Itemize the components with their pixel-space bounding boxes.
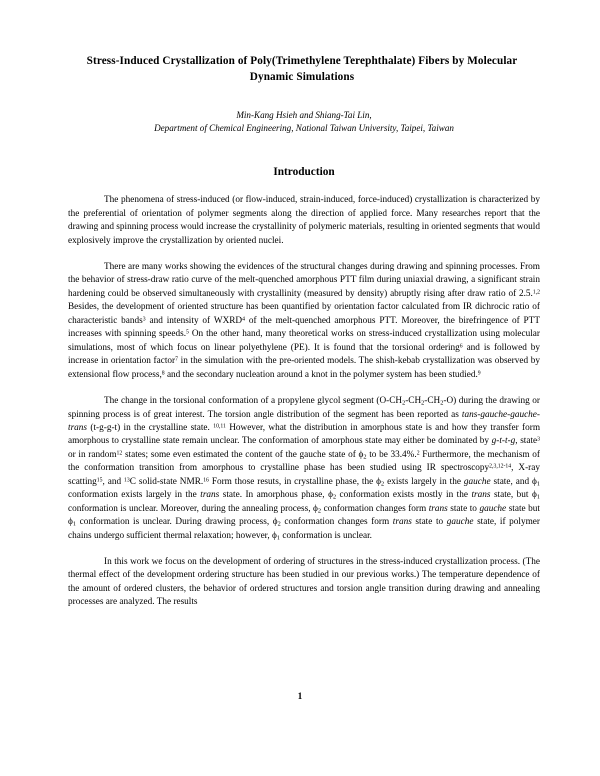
p2-text-f: and is followed by increase in orientation factor: [68, 342, 541, 367]
citation-ref-15: 15: [96, 477, 103, 484]
paragraph-3: [68, 395, 540, 543]
p3-italic-5: trans: [471, 490, 491, 501]
phi-glyph-3: ϕ: [532, 476, 537, 487]
phi-subscript-6: 2: [317, 507, 322, 515]
p3-text-t: conformation exists mostly in the: [336, 490, 472, 501]
p3-text-m: , and: [102, 476, 125, 487]
phi-symbol-7: [68, 517, 76, 527]
author-list: Min-Kang Hsieh and Shiang-Tai Lin,: [236, 109, 372, 120]
isotope-13: 13: [124, 477, 130, 484]
phi-glyph-8: ϕ: [272, 517, 278, 528]
p3-text-z: conformation is unclear. During drawing process,: [76, 517, 273, 528]
p3-text-i: states; some even estimated the content of the gauche state of: [122, 449, 359, 460]
p3-text-w: conformation changes form: [321, 503, 429, 514]
p3-text-g: , state: [515, 436, 538, 447]
phi-symbol-8: [273, 517, 281, 527]
p3-text-f: However, what the distribution in amorphous state is and how they transfer form amorphous to crystalline state remain unclear. The conformation of amorphous state may either be dominated by: [68, 422, 541, 447]
phi-glyph-6: ϕ: [313, 503, 318, 514]
citation-ref-6: 6: [459, 343, 463, 350]
citation-ref-16: 16: [203, 477, 209, 484]
phi-subscript-7: 1: [72, 520, 77, 528]
phi-glyph-7: ϕ: [68, 517, 73, 528]
phi-glyph-9: ϕ: [272, 530, 277, 541]
paragraph-4: In this work we focus on the development of ordering of structures in the stress-induced crystallization process. (The thermal effect of the development ordering structure has been studied in our previous works.) The temperature dependence of the amount of ordered clusters, the behavior of ordered structures and torsion angle transition during drawing and annealing processes are analyzed. The results: [68, 557, 540, 608]
phi-subscript-8: 2: [277, 520, 281, 528]
p3-text-r: conformation exists largely in the: [68, 490, 201, 501]
phi-glyph-1: ϕ: [358, 449, 364, 460]
phi-subscript-3: 1: [536, 480, 541, 488]
p3-text-d: -O) during the drawing or spinning process is of great interest. The torsion angle distribution of the segment has been reported as: [68, 396, 540, 420]
citation-ref-7: 7: [175, 356, 178, 363]
p3-text-ad: conformation is unclear.: [280, 530, 372, 541]
phi-symbol-9: [272, 531, 280, 541]
p3-text-u: state, but: [490, 490, 532, 501]
citation-ref-3b: 3: [537, 437, 541, 443]
phi-subscript-9: 1: [276, 533, 281, 541]
p3-text-q: state, and: [490, 476, 533, 487]
p3-text-c: -CH: [424, 396, 441, 407]
section-heading-introduction: Introduction: [273, 166, 335, 179]
p2-text-g: in the simulation with the pre-oriented models. The shish-kebab crystallization was observed by extensional flow process,: [68, 356, 540, 380]
citation-ref-9: 9: [477, 370, 481, 377]
p3-text-a: The change in the torsional conformation of a propylene glycol segment (O-CH: [104, 396, 403, 407]
page-title: Stress-Induced Crystallization of Poly(Trimethylene Terephthalate) Fibers by Molecular Dynamic Simulations: [86, 55, 518, 83]
chem-subscript-2: 2: [421, 399, 425, 407]
p2-text-c: and intensity of WXRD: [145, 315, 243, 326]
citation-ref-12: 12: [116, 450, 123, 457]
phi-glyph-2: ϕ: [376, 476, 382, 487]
chem-subscript-3: 2: [440, 399, 444, 407]
p2-text-d: of the melt-quenched amorphous PTT. Moreover, the birefringence of PTT increases with spinning speeds.: [68, 315, 540, 340]
phi-subscript-4: 2: [332, 493, 337, 501]
p3-text-e: (t-g-g-t) in the crystalline state.: [87, 422, 214, 433]
phi-subscript-1: 2: [363, 453, 367, 461]
p3-italic-7: gauche: [479, 503, 507, 514]
p3-text-n: C solid-state NMR.: [129, 476, 204, 487]
p3-text-b: -CH: [405, 396, 422, 407]
p3-text-l: , X-ray scatting: [68, 463, 540, 487]
paragraph-1: The phenomena of stress-induced (or flow-induced, strain-induced, force-induced) crystallization is characterized by the preferential of orientation of polymer segments along the direction of applied force. Many researches report that the drawing and spinning process would increase the crystallinity of polymeric materials, resulting in oriented segments that would explosively improve the crystallization by oriented nuclei.: [68, 195, 540, 246]
p3-italic-1: tans-gauche-gauche-trans: [68, 409, 540, 433]
p3-italic-9: gauche: [446, 517, 474, 528]
phi-subscript-5: 1: [536, 493, 540, 501]
p3-italic-6: trans: [428, 503, 448, 514]
citation-ref-8: 8: [161, 370, 165, 377]
paragraph-2: [68, 261, 540, 382]
p3-text-s: state. In amorphous phase,: [219, 490, 329, 501]
p3-text-ab: state to: [411, 517, 447, 528]
chem-subscript-1: 2: [402, 399, 406, 407]
citation-ref-3: 3: [142, 316, 146, 323]
p2-text-e: On the other hand, many theoretical works on stress-induced crystallization using molecular simulations, most of which focus on linear polyethylene (PE). It is found that the torsional ordering: [68, 329, 540, 353]
affiliation: Department of Chemical Engineering, National Taiwan University, Taipei, Taiwan: [154, 122, 454, 133]
p2-text-b: Besides, the development of oriented structure has been quantified by orientation factor calculated from IR dichrocic ratio of characteristic bands: [68, 302, 540, 326]
page-number: 1: [297, 692, 303, 702]
phi-symbol-3: [532, 477, 540, 487]
p3-italic-8: trans: [392, 517, 412, 528]
phi-symbol-1: [358, 450, 366, 460]
phi-symbol-4: [328, 490, 336, 500]
p3-text-aa: conformation changes form: [280, 517, 393, 528]
p3-text-y: state but: [506, 503, 540, 514]
phi-glyph-5: ϕ: [531, 490, 537, 501]
phi-subscript-2: 2: [381, 480, 385, 488]
phi-symbol-6: [313, 504, 321, 514]
p3-text-v: conformation is unclear. Moreover, during the annealing process,: [68, 503, 314, 514]
p3-italic-3: gauche: [463, 476, 491, 487]
p3-text-ac: state, if polymer chains undergo sufficient thermal relaxation; however,: [68, 517, 540, 541]
citation-ref-2-3-12-14: 2,3,12-14: [489, 463, 512, 470]
citation-ref-4: 4: [242, 316, 245, 323]
citation-ref-5: 5: [186, 329, 189, 336]
phi-symbol-5: [532, 490, 540, 500]
p3-italic-4: trans: [200, 490, 220, 501]
phi-glyph-4: ϕ: [328, 490, 333, 501]
citation-ref-1-2: 1,2: [532, 289, 540, 296]
p3-text-p: exists largely in the: [384, 476, 464, 487]
p3-text-k: Furthermore, the mechanism of the conformation transition from amorphous to crystalline phase has been studied using IR spectroscopy: [68, 449, 541, 474]
p2-text-h: and the secondary nucleation around a knot in the polymer system has been studied.: [164, 369, 478, 380]
phi-symbol-2: [376, 477, 384, 487]
citation-ref-2b: 2: [416, 450, 420, 457]
p3-text-x: state to: [447, 503, 480, 514]
p2-text-a: There are many works showing the evidences of the structural changes during drawing and spinning processes. From the behavior of stress-draw ratio curve of the melt-quenched amorphous PTT film during uniaxial drawing, a significant strain hardening could be observed simultaneously with crystallinity (measured by density) abruptly rising after draw ratio of 2.5.: [68, 261, 540, 299]
p3-text-o: Form those resuts, in crystalline phase, the: [208, 476, 377, 487]
p3-italic-2: g-t-t-g: [491, 436, 516, 447]
p3-text-h: or in random: [68, 449, 117, 460]
citation-ref-10-11: 10,11: [213, 423, 226, 430]
p3-text-j: to be 33.4%.: [366, 449, 417, 460]
